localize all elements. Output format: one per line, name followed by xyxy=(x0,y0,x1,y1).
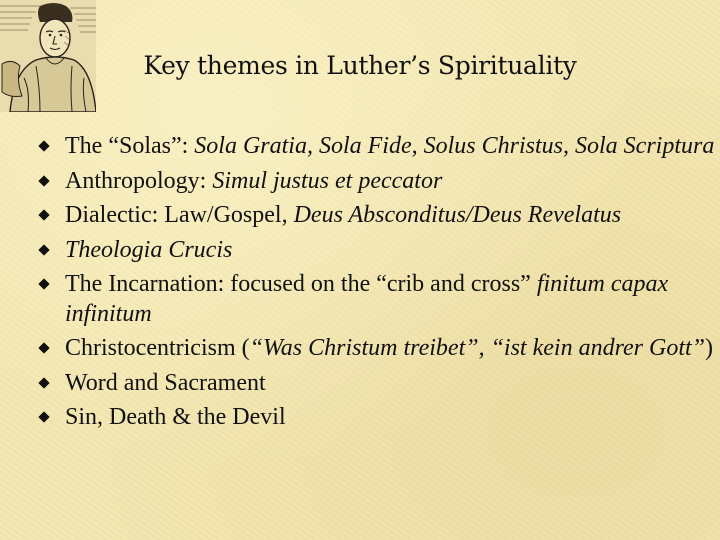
diamond-bullet-icon xyxy=(38,209,49,220)
diamond-bullet-icon xyxy=(38,342,49,353)
bullet-text-italic: Theologia Crucis xyxy=(65,236,233,263)
bullet-text-italic: Sola Gratia, Sola Fide, Solus Christus, Sola Scriptura xyxy=(194,133,715,159)
bullet-text: The Incarnation: focused on the “crib and cross” xyxy=(65,271,537,297)
bullet-text: Christocentricism ( xyxy=(65,335,250,361)
bullet-item xyxy=(38,403,718,433)
bullet-text: The “Solas”: xyxy=(65,133,195,159)
bullet-text-italic: finitum capax infinitum xyxy=(65,271,669,327)
bullet-text: Sin, Death & the Devil xyxy=(65,404,286,430)
bullet-item xyxy=(38,167,718,197)
diamond-bullet-icon xyxy=(38,411,49,422)
bullet-text-italic: “Was Christum treibet”, “ist kein andrer Gott” xyxy=(249,335,706,361)
bullet-list xyxy=(38,132,718,438)
bullet-text-italic: Deus Absconditus/Deus Revelatus xyxy=(293,202,622,228)
bullet-text: ) xyxy=(705,335,714,361)
bullet-text: Anthropology: xyxy=(65,167,213,194)
diamond-bullet-icon xyxy=(38,244,49,255)
diamond-bullet-icon xyxy=(38,140,49,151)
slide-title: Key themes in Luther’s Spirituality xyxy=(143,51,577,80)
bullet-text: Dialectic: Law/Gospel, xyxy=(65,202,294,228)
bullet-item xyxy=(38,236,718,266)
diamond-bullet-icon xyxy=(38,175,49,186)
bullet-item xyxy=(38,270,718,329)
diamond-bullet-icon xyxy=(38,377,49,388)
diamond-bullet-icon xyxy=(38,278,49,289)
bullet-text: Word and Sacrament xyxy=(65,369,266,396)
bullet-item xyxy=(38,201,718,231)
bullet-item xyxy=(38,132,718,162)
bullet-text-italic: Simul justus et peccator xyxy=(212,167,443,194)
bullet-item xyxy=(38,334,718,364)
bullet-item xyxy=(38,369,718,399)
